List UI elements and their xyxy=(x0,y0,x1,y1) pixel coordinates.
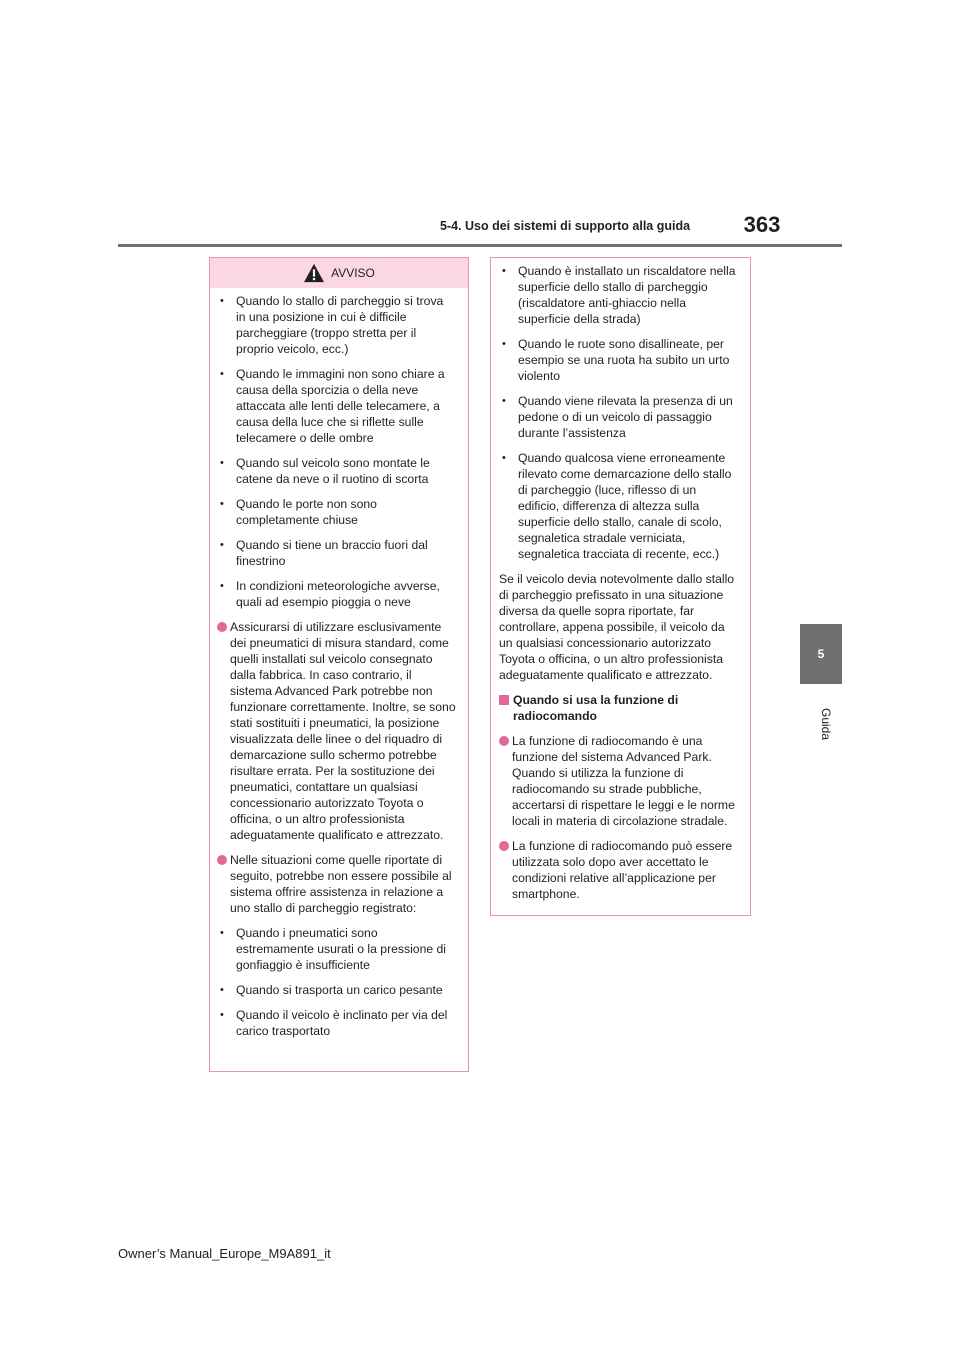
section-title: 5-4. Uso dei sistemi di supporto alla guida xyxy=(440,219,691,233)
warning-triangle-icon xyxy=(303,263,325,283)
bullet-text: Quando il veicolo è inclinato per via del carico trasportato xyxy=(236,1008,448,1038)
circle-text: La funzione di radiocomando è una funzione del sistema Advanced Park. Quando si utilizza la funzione di radiocomando su strade pubbliche, accertarsi di rispettare le leggi e le norme locali in materia di circolazione stradale. xyxy=(512,734,735,828)
warning-title: AVVISO xyxy=(331,266,375,280)
circle-bullet-icon xyxy=(499,841,509,851)
bullet-text: Quando viene rilevata la presenza di un pedone o di un veicolo di passaggio durante l’assistenza xyxy=(518,394,733,440)
warning-body-left xyxy=(210,288,468,1039)
bullet-text: Quando qualcosa viene erroneamente rilevato come demarcazione dello stallo di parcheggio (luce, riflesso di un edificio, differenza di altezza sulla superficie dello stallo, canale di scolo, segnaletica stradale verniciata, segnaletica tracciata di recente, ecc.) xyxy=(518,451,732,561)
circle-text: La funzione di radiocomando può essere utilizzata solo dopo aver accettato le condizioni relative all’applicazione per smartphone. xyxy=(512,839,733,901)
circle-text: Assicurarsi di utilizzare esclusivamente dei pneumatici di misura standard, come quelli installati sul veicolo consegnato dalla fabbrica. In caso contrario, il sistema Advanced Park potrebbe non funzionare correttamente. Inoltre, se sono stati sostituiti i pneumatici, la posizione visualizzata delle linee o del riquadro di demarcazione sullo schermo potrebbe risultare errata. Per la sostituzione dei pneumatici, contattare un qualsiasi concessionario autorizzato Toyota o officina, o un altro professionista adeguatamente qualificato e attrezzato. xyxy=(230,620,456,842)
bullet-text: Quando le immagini non sono chiare a causa della sporcizia o della neve attaccata alle lenti delle telecamere, a causa della luce che si riflette sulle telecamere o delle ombre xyxy=(236,367,445,445)
circle-item xyxy=(217,619,456,843)
bullet-text: In condizioni meteorologiche avverse, quali ad esempio pioggia o neve xyxy=(236,579,440,609)
bullet-item xyxy=(217,982,456,998)
circle-item xyxy=(499,838,736,902)
circle-item xyxy=(499,733,736,829)
warning-box-right xyxy=(490,257,751,916)
chapter-number: 5 xyxy=(817,647,825,661)
bullet-text: Quando si tiene un braccio fuori dal finestrino xyxy=(236,538,428,568)
bullet-item xyxy=(217,496,456,528)
bullet-item xyxy=(217,293,456,357)
paragraph xyxy=(499,571,736,683)
subsection-heading xyxy=(499,692,736,724)
bullet-text: Quando i pneumatici sono estremamente usurati o la pressione di gonfiaggio è insufficiente xyxy=(236,926,447,972)
chapter-tab[interactable] xyxy=(800,624,842,684)
bullet-item xyxy=(217,1007,456,1039)
bullet-item xyxy=(217,537,456,569)
page-number: 363 xyxy=(743,212,781,237)
bullet-item xyxy=(499,336,736,384)
bullet-text: Quando sul veicolo sono montate le catene da neve o il ruotino di scorta xyxy=(236,456,430,486)
heading-text: Quando si usa la funzione di radiocomando xyxy=(513,693,679,723)
circle-bullet-icon xyxy=(217,855,227,865)
footer-manual-id: Owner’s Manual_Europe_M9A891_it xyxy=(118,1246,331,1261)
warning-header xyxy=(210,258,468,288)
square-bullet-icon xyxy=(499,695,509,705)
circle-bullet-icon xyxy=(499,736,509,746)
bullet-item xyxy=(217,366,456,446)
paragraph-text: Se il veicolo devia notevolmente dallo stallo di parcheggio prefissato in una situazione diversa da quelle sopra riportate, far controllare, appena possibile, il veicolo da un qualsiasi concessionario autorizzato Toyota o officina, o un altro professionista adeguatamente qualificato e attrezzato. xyxy=(499,572,735,682)
chapter-label: Guida xyxy=(819,708,833,741)
bullet-item xyxy=(499,263,736,327)
circle-item xyxy=(217,852,456,916)
circle-bullet-icon xyxy=(217,622,227,632)
bullet-text: Quando le ruote sono disallineate, per esempio se una ruota ha subito un urto violento xyxy=(518,337,730,383)
bullet-item xyxy=(217,455,456,487)
bullet-text: Quando si trasporta un carico pesante xyxy=(236,983,443,997)
circle-text: Nelle situazioni come quelle riportate di seguito, potrebbe non essere possibile al sistema offrire assistenza in relazione a uno stallo di parcheggio registrato: xyxy=(230,853,452,915)
warning-box-left xyxy=(209,257,469,1072)
bullet-item xyxy=(499,393,736,441)
bullet-item xyxy=(217,578,456,610)
header-divider xyxy=(118,244,842,247)
bullet-item xyxy=(217,925,456,973)
bullet-text: Quando le porte non sono completamente chiuse xyxy=(236,497,377,527)
bullet-item xyxy=(499,450,736,562)
bullet-text: Quando lo stallo di parcheggio si trova in una posizione in cui è difficile parcheggiare (troppo stretta per il proprio veicolo, ecc.) xyxy=(236,294,444,356)
bullet-text: Quando è installato un riscaldatore nella superficie dello stallo di parcheggio (riscaldatore anti-ghiaccio nella superficie della strada) xyxy=(518,264,736,326)
